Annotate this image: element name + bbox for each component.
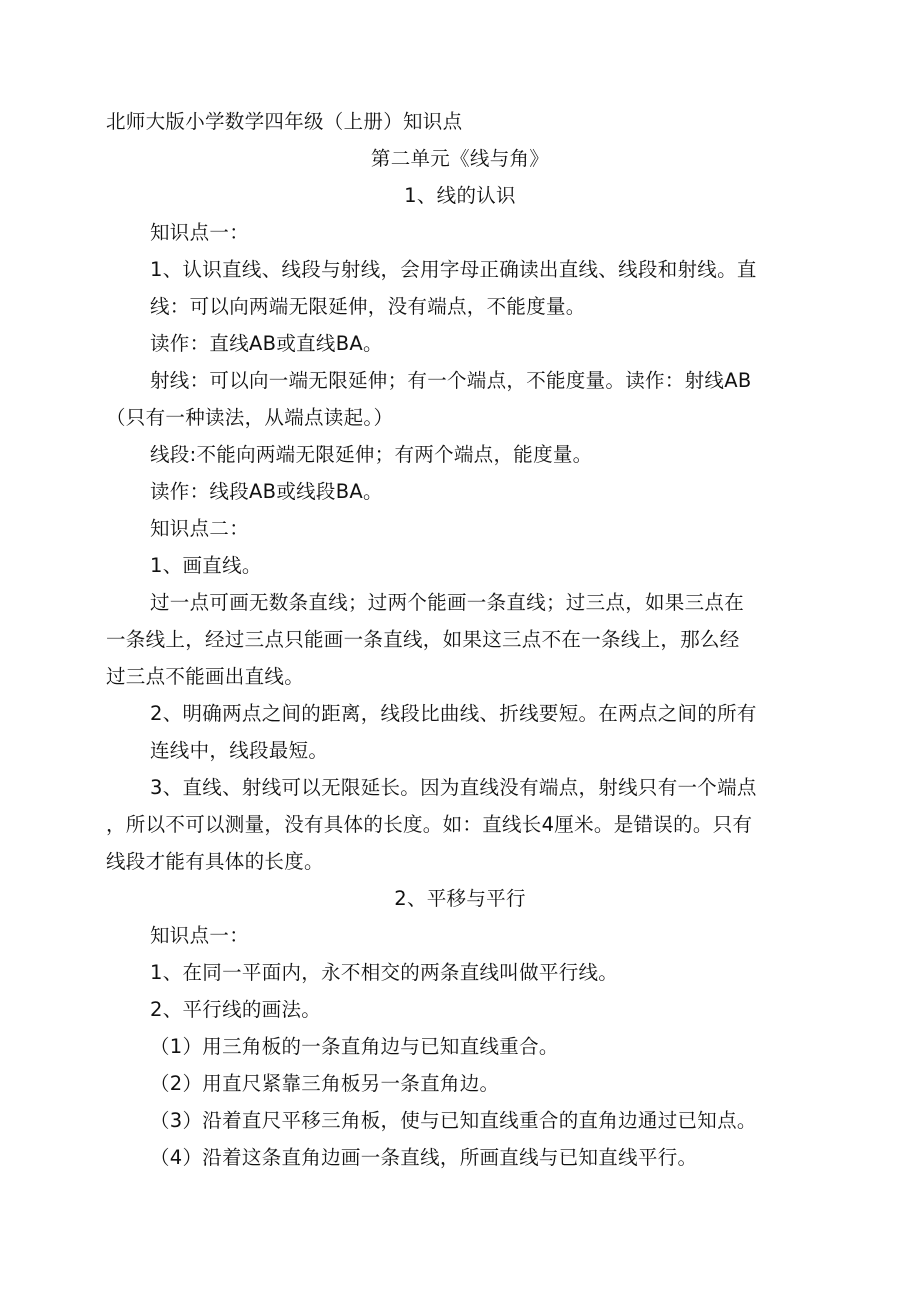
paragraph-line: （4）沿着这条直角边画一条直线，所画直线与已知直线平行。 xyxy=(150,1146,698,1169)
paragraph-line: 一条线上，经过三点只能画一条直线，如果这三点不在一条线上，那么经 xyxy=(106,628,740,651)
paragraph-line: 过一点可画无数条直线；过两个能画一条直线；过三点，如果三点在 xyxy=(150,591,745,614)
paragraph-line: 线：可以向两端无限延伸，没有端点，不能度量。 xyxy=(150,295,586,318)
section-heading-1: 1、线的认识 xyxy=(404,184,516,207)
paragraph-line: （3）沿着直尺平移三角板，使与已知直线重合的直角边通过已知点。 xyxy=(150,1109,757,1132)
paragraph-line: 知识点二： xyxy=(150,517,250,540)
paragraph-line: 知识点一： xyxy=(150,924,250,947)
document-title: 北师大版小学数学四年级（上册）知识点 xyxy=(106,110,463,133)
paragraph-line: 连线中，线段最短。 xyxy=(150,739,329,762)
paragraph-line: 知识点一： xyxy=(150,221,250,244)
paragraph-line: 读作：线段AB或线段BA。 xyxy=(150,480,383,503)
paragraph-line: 线段:不能向两端无限延伸；有两个端点，能度量。 xyxy=(150,443,593,466)
paragraph-line: 2、明确两点之间的距离，线段比曲线、折线要短。在两点之间的所有 xyxy=(150,702,757,725)
paragraph-line: 1、认识直线、线段与射线，会用字母正确读出直线、线段和射线。直 xyxy=(150,258,757,281)
paragraph-line: 3、直线、射线可以无限延长。因为直线没有端点，射线只有一个端点 xyxy=(150,776,757,799)
paragraph-line: ，所以不可以测量，没有具体的长度。如：直线长4厘米。是错误的。只有 xyxy=(106,813,753,836)
paragraph-line: 1、画直线。 xyxy=(150,554,262,577)
unit-heading: 第二单元《线与角》 xyxy=(370,147,550,170)
paragraph-line: 线段才能有具体的长度。 xyxy=(106,850,324,873)
paragraph-line: （1）用三角板的一条直角边与已知直线重合。 xyxy=(150,1035,559,1058)
paragraph-line: 2、平行线的画法。 xyxy=(150,998,322,1021)
paragraph-line: （2）用直尺紧靠三角板另一条直角边。 xyxy=(150,1072,500,1095)
paragraph-line: （只有一种读法，从端点读起。） xyxy=(106,406,394,429)
paragraph-line: 1、在同一平面内，永不相交的两条直线叫做平行线。 xyxy=(150,961,619,984)
paragraph-line: 过三点不能画出直线。 xyxy=(106,665,305,688)
paragraph-line: 读作：直线AB或直线BA。 xyxy=(150,332,383,355)
section-heading-2: 2、平移与平行 xyxy=(394,887,526,910)
paragraph-line: 射线：可以向一端无限延伸；有一个端点，不能度量。读作：射线AB xyxy=(150,369,752,392)
